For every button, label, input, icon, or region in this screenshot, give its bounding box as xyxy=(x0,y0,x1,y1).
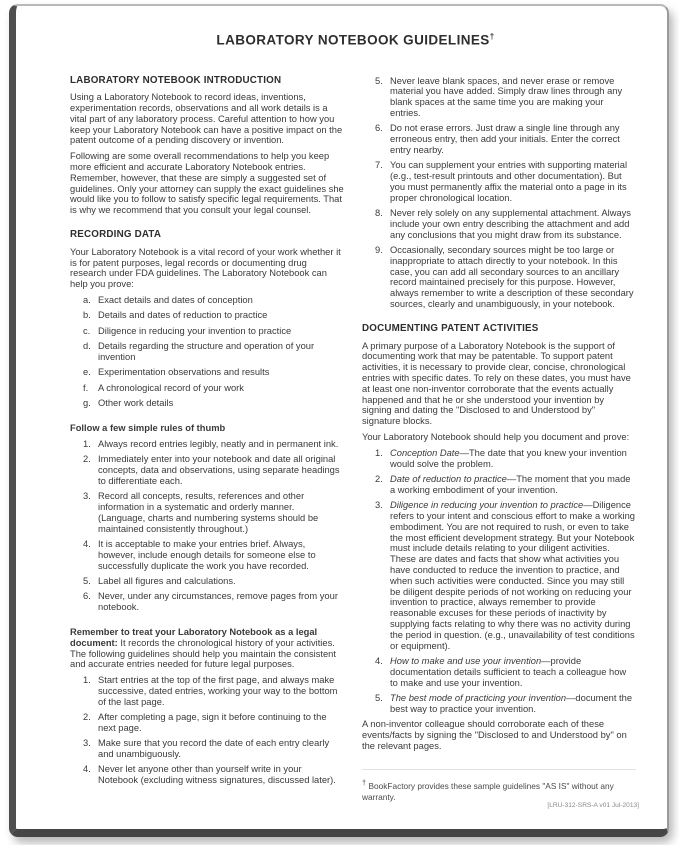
list-item-text: Do not erase errors. Just draw a single line through any erroneous entry, then add your initials. Enter the correct entry nearby. xyxy=(390,123,620,155)
list-item xyxy=(70,539,344,571)
list-item xyxy=(70,326,344,337)
list-marker: f. xyxy=(83,382,89,393)
legal-lead-bold: Remember to treat your Laboratory Notebook as a legal document: xyxy=(70,626,318,648)
list-marker: b. xyxy=(83,310,91,321)
subsection-heading-rules-of-thumb: Follow a few simple rules of thumb xyxy=(70,422,226,433)
list-item-text: Never rely solely on any supplemental attachment. Always include your own entry describing the attachment and add any conclusions that you might draw from its substance. xyxy=(390,208,631,240)
list-item xyxy=(70,591,344,613)
list-item-rest: —Diligence refers to your intent and conscious effort to make a working embodiment. You are not required to rush, or even to take the most efficient development strategy. But your Notebook must include details relating to your diligent activities. These are dates and facts that show what activities you have conducted to reduce the invention to practice, and when such activities were conducted. Since you may still be diligent despite periods of not working on reducing your invention to practice, always remember to provide reasonable excuses for these periods of inactivity by supplying facts relating to why there was no activity during the period in question. (e.g., unavailability of test conditions or equipment). xyxy=(390,500,635,651)
list-marker: 7. xyxy=(375,160,383,171)
list-item-italic-lead: How to make and use your invention xyxy=(390,655,542,666)
list-marker: 1. xyxy=(375,447,383,458)
list-item xyxy=(70,310,344,321)
list-marker: 3. xyxy=(83,738,91,749)
list-marker: 2. xyxy=(83,712,91,723)
list-item-text xyxy=(390,656,636,688)
list-item-text: After completing a page, sign it before continuing to the next page. xyxy=(98,712,327,733)
list-item-text: Diligence in reducing your invention to practice xyxy=(98,325,292,336)
list-item-italic-lead: The best mode of practicing your invention xyxy=(390,692,567,703)
list-item-italic-lead: Conception Date xyxy=(390,447,460,458)
document-code: [LRU-312-SRS-A v01 Jul-2013] xyxy=(547,802,639,809)
list-item-text: It is acceptable to make your entries brief. Always, however, include enough details for someone else to successfully duplicate the work you have recorded. xyxy=(98,538,316,571)
list-item-text: Occasionally, secondary sources might be too large or inappropriate to attach directly to your notebook. In this case, you can add all secondary sources to an ancillary record maintained precisely for this purpose. However, always remember to write a description of these secondary sources, clearly and unambiguously, in your notebook. xyxy=(390,245,634,310)
list-item xyxy=(70,454,344,486)
list-marker: 4. xyxy=(375,655,383,666)
list-item-text: Make sure that you record the date of each entry clearly and unambiguously. xyxy=(98,738,330,760)
list-item-rest: —The date that you knew your invention would solve the problem. xyxy=(390,447,627,469)
footnote-divider xyxy=(362,769,636,770)
list-marker: e. xyxy=(83,367,91,378)
list-marker: c. xyxy=(83,325,91,336)
list-marker: 6. xyxy=(83,591,91,602)
patent-closing-paragraph: A non-inventor colleague should corroborate each of these events/facts by signing the "Disclosed to and Understood by" on the relevant pages. xyxy=(362,719,627,751)
list-marker: 4. xyxy=(83,764,91,775)
recording-lead-paragraph: Your Laboratory Notebook is a vital record of your work whether it is for patent purposes, legal records or documenting drug research under FDA guidelines. The Laboratory Notebook can help you prove: xyxy=(70,246,341,290)
list-marker: 4. xyxy=(83,538,91,549)
intro-paragraph-1: Using a Laboratory Notebook to record ideas, inventions, experimentation records, observations and all work details is a vital part of any laboratory process. Careful attention to how you keep your Laboratory Notebook can have a positive impact on the patent outcome of a pending discovery or invention. xyxy=(70,92,343,146)
list-item xyxy=(362,245,636,310)
list-item-text: Label all figures and calculations. xyxy=(98,575,236,586)
list-marker: 3. xyxy=(375,500,383,511)
legal-lead-rest: It records the chronological history of your activities. The following guidelines should help you maintain the consistent and accurate entries needed for future legal purposes. xyxy=(70,637,336,670)
list-marker: d. xyxy=(83,341,91,352)
notebook-page xyxy=(9,4,669,837)
list-item xyxy=(70,738,344,760)
list-marker: 1. xyxy=(83,675,91,686)
list-item xyxy=(70,576,344,587)
list-marker: 6. xyxy=(375,123,383,134)
title-dagger: † xyxy=(489,32,495,41)
list-item-text xyxy=(390,474,636,496)
list-item-rest: —The moment that you made a working embodiment of your invention. xyxy=(390,473,631,495)
list-item xyxy=(362,123,636,155)
list-marker: 2. xyxy=(375,473,383,484)
section-heading-recording-data: RECORDING DATA xyxy=(70,229,162,241)
two-column-layout xyxy=(70,76,641,803)
list-marker: 5. xyxy=(83,575,91,586)
list-item xyxy=(70,383,344,394)
list-item xyxy=(70,398,344,409)
list-item-text: A chronological record of your work xyxy=(98,382,244,393)
list-item xyxy=(70,367,344,378)
list-item-text: Details regarding the structure and operation of your invention xyxy=(98,341,315,363)
list-marker: 3. xyxy=(83,491,91,502)
list-item-text: Exact details and dates of conception xyxy=(98,295,253,306)
list-item xyxy=(70,675,344,707)
list-item xyxy=(362,693,636,715)
list-item-text xyxy=(390,500,636,651)
list-marker: 8. xyxy=(375,208,383,219)
list-item-italic-lead: Diligence in reducing your invention to practice xyxy=(390,500,584,511)
list-marker: 1. xyxy=(83,438,91,449)
list-marker: g. xyxy=(83,398,91,409)
page-title xyxy=(70,32,641,48)
list-marker: 5. xyxy=(375,692,383,703)
list-marker: a. xyxy=(83,295,91,306)
list-item-text: Never, under any circumstances, remove pages from your notebook. xyxy=(98,591,338,613)
list-item-text: Immediately enter into your notebook and date all original concepts, data and observations, using separate headings to differentiate each. xyxy=(98,454,340,486)
list-item xyxy=(70,491,344,534)
right-column xyxy=(362,76,636,803)
list-item xyxy=(70,764,344,786)
legal-document-lead xyxy=(70,627,344,670)
list-item-text: You can supplement your entries with supporting material (e.g., test-result printouts and other documentation). But you must permanently affix the material onto a page in its proper chronological location. xyxy=(390,160,628,203)
section-heading-documenting-patent: DOCUMENTING PATENT ACTIVITIES xyxy=(362,322,539,334)
list-item-text: Start entries at the top of the first page, and always make successive, dated entries, working your way to the bottom of the last page. xyxy=(98,675,338,707)
list-item xyxy=(362,76,636,119)
patent-paragraph-1: A primary purpose of a Laboratory Notebook is the support of documenting work that may be patentable. To support patent activities, it is necessary to provide clear, concise, chronological entries with specific dates. To rely on these dates, you must have at least one non-inventor corroborate that the events actually happened and that he or she understood your invention by signing and dating the "Disclosed to and Understood by" signature blocks. xyxy=(362,340,631,427)
list-item xyxy=(70,439,344,450)
page-title-text: LABORATORY NOTEBOOK GUIDELINES xyxy=(216,32,490,48)
list-marker: 2. xyxy=(83,454,91,465)
list-item xyxy=(362,160,636,203)
intro-paragraph-2: Following are some overall recommendations to help you keep more efficient and accurate Laboratory Notebook entries. Remember, however, that these are simply a suggested set of guidelines. Only your attorney can supply the exact guidelines she would like you to follow to satisfy specific legal requirements. That is why we recommend that you consult your legal counsel. xyxy=(70,151,344,216)
list-item-text: Details and dates of reduction to practice xyxy=(98,310,268,321)
list-item xyxy=(70,712,344,734)
list-marker: 9. xyxy=(375,245,383,256)
list-item xyxy=(70,295,344,306)
footnote-dagger: † xyxy=(362,778,367,788)
list-item xyxy=(70,341,344,363)
patent-lead-paragraph: Your Laboratory Notebook should help you document and prove: xyxy=(362,431,630,442)
list-item xyxy=(362,448,636,470)
list-item-rest: —provide documentation details sufficient to teach a colleague how to make and use your invention. xyxy=(390,655,627,688)
left-column xyxy=(70,76,344,803)
list-item-text: Record all concepts, results, references and other information in a systematic and orderly manner. (Language, charts and numbering systems should be maintained consistently throughout.) xyxy=(98,491,319,534)
list-item-text xyxy=(390,448,636,470)
list-item-text: Other work details xyxy=(98,398,174,409)
section-heading-introduction: LABORATORY NOTEBOOK INTRODUCTION xyxy=(70,74,282,86)
footnote-text: BookFactory provides these sample guidelines "AS IS" without any warranty. xyxy=(362,781,614,803)
footnote xyxy=(362,778,636,802)
list-item xyxy=(362,500,636,651)
list-item-text: Never let anyone other than yourself write in your Notebook (excluding witness signatures, discussed later). xyxy=(98,764,336,786)
list-item xyxy=(362,474,636,496)
list-item-text xyxy=(390,693,636,715)
list-item-text: Never leave blank spaces, and never erase or remove material you have added. Simply draw lines through any blank spaces at the same time you are making your entries. xyxy=(390,75,623,118)
list-item-rest: —document the best way to practice your invention. xyxy=(390,692,633,714)
list-item xyxy=(362,656,636,688)
list-item xyxy=(362,208,636,240)
list-item-text: Experimentation observations and results xyxy=(98,367,270,378)
list-marker: 5. xyxy=(375,75,383,86)
list-item-text: Always record entries legibly, neatly and in permanent ink. xyxy=(98,438,339,449)
list-item-italic-lead: Date of reduction to practice xyxy=(390,473,507,484)
